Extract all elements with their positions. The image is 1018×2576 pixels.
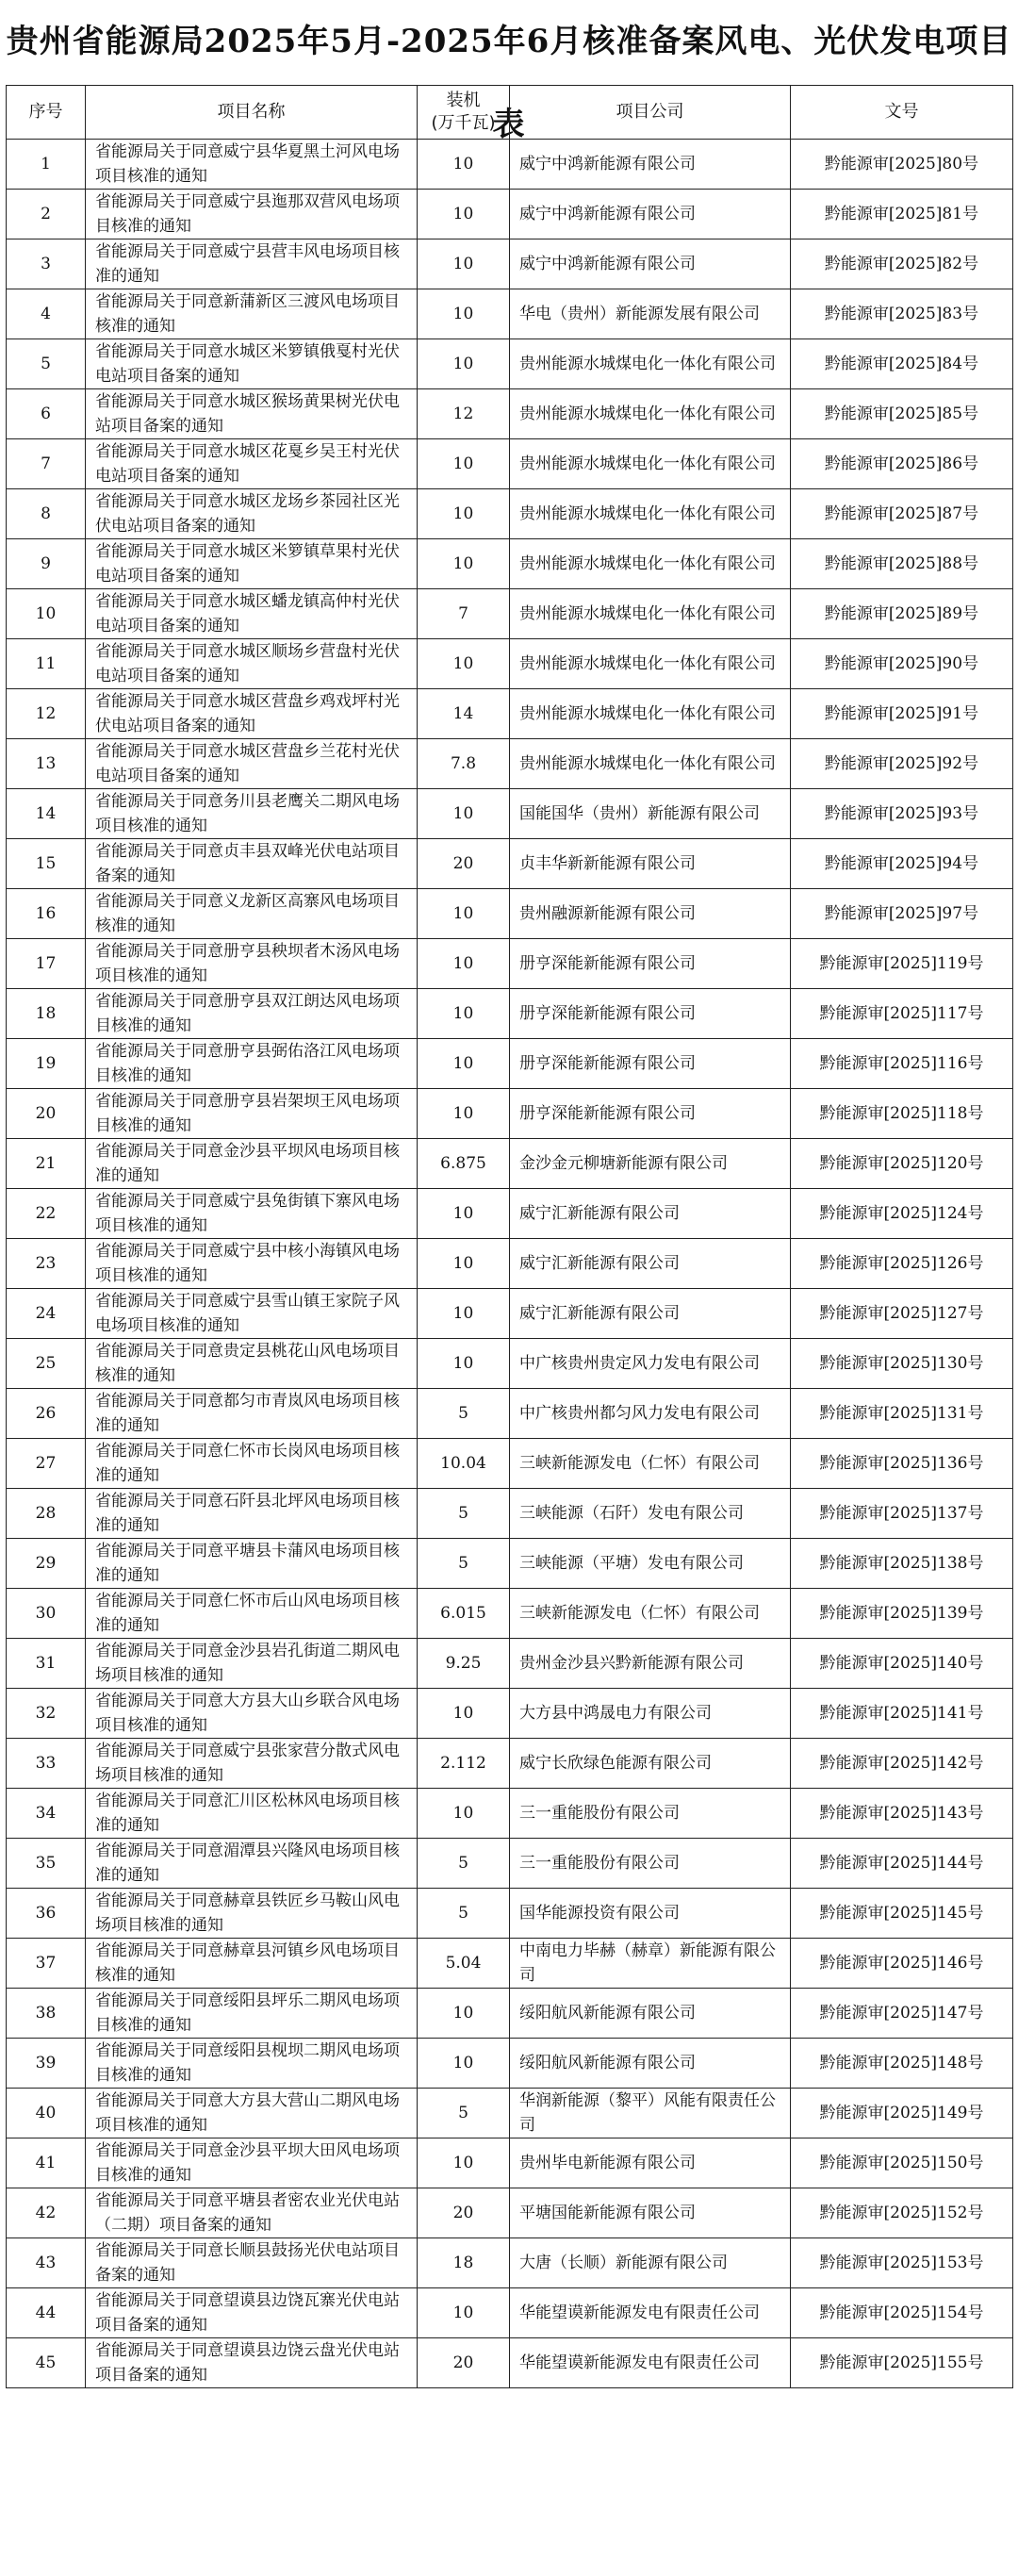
row-company: 中南电力毕赫（赫章）新能源有限公司	[510, 1939, 791, 1989]
row-capacity: 10	[418, 1989, 510, 2039]
row-document-number: 黔能源审[2025]143号	[791, 1789, 1013, 1839]
row-index: 36	[7, 1889, 86, 1939]
row-index: 24	[7, 1289, 86, 1339]
row-capacity: 10	[418, 889, 510, 939]
row-index: 35	[7, 1839, 86, 1889]
row-company: 册亨深能新能源有限公司	[510, 989, 791, 1039]
row-company: 国华能源投资有限公司	[510, 1889, 791, 1939]
row-index: 11	[7, 639, 86, 689]
row-capacity: 9.25	[418, 1639, 510, 1689]
row-index: 33	[7, 1739, 86, 1789]
row-document-number: 黔能源审[2025]87号	[791, 489, 1013, 539]
row-company: 三峡新能源发电（仁怀）有限公司	[510, 1589, 791, 1639]
row-project-name: 省能源局关于同意册亨县秧坝者木汤风电场项目核准的通知	[86, 939, 418, 989]
row-capacity: 5	[418, 1839, 510, 1889]
table-row	[7, 1939, 1013, 1989]
row-index: 28	[7, 1489, 86, 1539]
row-company: 三一重能股份有限公司	[510, 1839, 791, 1889]
row-capacity: 10	[418, 1689, 510, 1739]
table-row	[7, 1239, 1013, 1289]
header-company: 项目公司	[510, 86, 791, 140]
table-row	[7, 939, 1013, 989]
row-company: 威宁长欣绿色能源有限公司	[510, 1739, 791, 1789]
row-document-number: 黔能源审[2025]84号	[791, 339, 1013, 389]
row-index: 18	[7, 989, 86, 1039]
row-document-number: 黔能源审[2025]88号	[791, 539, 1013, 589]
table-row	[7, 389, 1013, 439]
row-project-name: 省能源局关于同意册亨县岩架坝王风电场项目核准的通知	[86, 1089, 418, 1139]
row-company: 绥阳航风新能源有限公司	[510, 1989, 791, 2039]
row-company: 金沙金元柳塘新能源有限公司	[510, 1139, 791, 1189]
row-project-name: 省能源局关于同意水城区米箩镇草果村光伏电站项目备案的通知	[86, 539, 418, 589]
row-project-name: 省能源局关于同意绥阳县坪乐二期风电场项目核准的通知	[86, 1989, 418, 2039]
header-document-number: 文号	[791, 86, 1013, 140]
row-company: 威宁汇新能源有限公司	[510, 1289, 791, 1339]
row-document-number: 黔能源审[2025]145号	[791, 1889, 1013, 1939]
header-capacity: 装机 (万千瓦)	[418, 86, 510, 140]
row-project-name: 省能源局关于同意水城区猴场黄果树光伏电站项目备案的通知	[86, 389, 418, 439]
row-document-number: 黔能源审[2025]139号	[791, 1589, 1013, 1639]
row-document-number: 黔能源审[2025]127号	[791, 1289, 1013, 1339]
row-index: 37	[7, 1939, 86, 1989]
table-row	[7, 1789, 1013, 1839]
row-capacity: 18	[418, 2238, 510, 2288]
row-capacity: 10	[418, 1289, 510, 1339]
row-document-number: 黔能源审[2025]141号	[791, 1689, 1013, 1739]
row-capacity: 10	[418, 2288, 510, 2338]
row-document-number: 黔能源审[2025]86号	[791, 439, 1013, 489]
row-project-name: 省能源局关于同意威宁县兔街镇下寨风电场项目核准的通知	[86, 1189, 418, 1239]
row-capacity: 10	[418, 239, 510, 289]
row-document-number: 黔能源审[2025]85号	[791, 389, 1013, 439]
row-document-number: 黔能源审[2025]89号	[791, 589, 1013, 639]
table-row	[7, 739, 1013, 789]
row-index: 34	[7, 1789, 86, 1839]
row-index: 7	[7, 439, 86, 489]
row-document-number: 黔能源审[2025]130号	[791, 1339, 1013, 1389]
row-document-number: 黔能源审[2025]148号	[791, 2039, 1013, 2089]
row-project-name: 省能源局关于同意金沙县岩孔街道二期风电场项目核准的通知	[86, 1639, 418, 1689]
row-capacity: 5	[418, 1489, 510, 1539]
header-project-name: 项目名称	[86, 86, 418, 140]
table-row	[7, 439, 1013, 489]
table-row	[7, 140, 1013, 190]
row-company: 贞丰华新新能源有限公司	[510, 839, 791, 889]
table-row	[7, 339, 1013, 389]
row-document-number: 黔能源审[2025]83号	[791, 289, 1013, 339]
row-index: 30	[7, 1589, 86, 1639]
row-index: 41	[7, 2138, 86, 2188]
table-row	[7, 1539, 1013, 1589]
table-row	[7, 639, 1013, 689]
row-company: 三峡新能源发电（仁怀）有限公司	[510, 1439, 791, 1489]
table-row	[7, 1139, 1013, 1189]
row-index: 14	[7, 789, 86, 839]
row-project-name: 省能源局关于同意义龙新区高寨风电场项目核准的通知	[86, 889, 418, 939]
row-index: 21	[7, 1139, 86, 1189]
row-project-name: 省能源局关于同意望谟县边饶云盘光伏电站项目备案的通知	[86, 2338, 418, 2388]
row-capacity: 6.875	[418, 1139, 510, 1189]
table-row	[7, 1639, 1013, 1689]
row-capacity: 10	[418, 439, 510, 489]
row-document-number: 黔能源审[2025]116号	[791, 1039, 1013, 1089]
row-company: 华电（贵州）新能源发展有限公司	[510, 289, 791, 339]
table-row	[7, 1589, 1013, 1639]
row-company: 贵州能源水城煤电化一体化有限公司	[510, 339, 791, 389]
row-document-number: 黔能源审[2025]137号	[791, 1489, 1013, 1539]
row-company: 平塘国能新能源有限公司	[510, 2188, 791, 2238]
row-project-name: 省能源局关于同意册亨县双江朗达风电场项目核准的通知	[86, 989, 418, 1039]
page-title: 贵州省能源局2025年5月-2025年6月核准备案风电、光伏发电项目表	[6, 23, 1012, 143]
row-project-name: 省能源局关于同意威宁县营丰风电场项目核准的通知	[86, 239, 418, 289]
row-document-number: 黔能源审[2025]91号	[791, 689, 1013, 739]
row-document-number: 黔能源审[2025]131号	[791, 1389, 1013, 1439]
table-row	[7, 989, 1013, 1039]
table-row	[7, 2238, 1013, 2288]
row-company: 中广核贵州都匀风力发电有限公司	[510, 1389, 791, 1439]
row-company: 国能国华（贵州）新能源有限公司	[510, 789, 791, 839]
row-company: 中广核贵州贵定风力发电有限公司	[510, 1339, 791, 1389]
row-company: 威宁汇新能源有限公司	[510, 1239, 791, 1289]
row-document-number: 黔能源审[2025]92号	[791, 739, 1013, 789]
row-project-name: 省能源局关于同意金沙县平坝风电场项目核准的通知	[86, 1139, 418, 1189]
row-project-name: 省能源局关于同意威宁县中核小海镇风电场项目核准的通知	[86, 1239, 418, 1289]
row-index: 23	[7, 1239, 86, 1289]
row-index: 1	[7, 140, 86, 190]
row-capacity: 20	[418, 2188, 510, 2238]
table-row	[7, 1039, 1013, 1089]
row-capacity: 10	[418, 289, 510, 339]
table-row	[7, 1389, 1013, 1439]
row-document-number: 黔能源审[2025]119号	[791, 939, 1013, 989]
row-company: 威宁汇新能源有限公司	[510, 1189, 791, 1239]
row-project-name: 省能源局关于同意水城区蟠龙镇高仲村光伏电站项目备案的通知	[86, 589, 418, 639]
row-company: 贵州能源水城煤电化一体化有限公司	[510, 439, 791, 489]
row-project-name: 省能源局关于同意望谟县边饶瓦寨光伏电站项目备案的通知	[86, 2288, 418, 2338]
row-index: 20	[7, 1089, 86, 1139]
row-index: 15	[7, 839, 86, 889]
row-project-name: 省能源局关于同意仁怀市后山风电场项目核准的通知	[86, 1589, 418, 1639]
row-project-name: 省能源局关于同意湄潭县兴隆风电场项目核准的通知	[86, 1839, 418, 1889]
row-document-number: 黔能源审[2025]147号	[791, 1989, 1013, 2039]
table-row	[7, 1689, 1013, 1739]
table-row	[7, 789, 1013, 839]
row-company: 威宁中鸿新能源有限公司	[510, 190, 791, 239]
row-capacity: 10	[418, 190, 510, 239]
row-capacity: 5	[418, 1889, 510, 1939]
row-project-name: 省能源局关于同意水城区龙场乡茶园社区光伏电站项目备案的通知	[86, 489, 418, 539]
table-row	[7, 1839, 1013, 1889]
row-capacity: 5.04	[418, 1939, 510, 1989]
table-row	[7, 1289, 1013, 1339]
table-row	[7, 1739, 1013, 1789]
row-index: 39	[7, 2039, 86, 2089]
row-document-number: 黔能源审[2025]126号	[791, 1239, 1013, 1289]
row-project-name: 省能源局关于同意赫章县铁匠乡马鞍山风电场项目核准的通知	[86, 1889, 418, 1939]
row-project-name: 省能源局关于同意水城区米箩镇俄戛村光伏电站项目备案的通知	[86, 339, 418, 389]
row-index: 5	[7, 339, 86, 389]
row-document-number: 黔能源审[2025]82号	[791, 239, 1013, 289]
row-index: 6	[7, 389, 86, 439]
row-project-name: 省能源局关于同意威宁县张家营分散式风电场项目核准的通知	[86, 1739, 418, 1789]
row-capacity: 5	[418, 2089, 510, 2138]
row-capacity: 10	[418, 539, 510, 589]
header-index: 序号	[7, 86, 86, 140]
row-capacity: 10	[418, 1339, 510, 1389]
row-project-name: 省能源局关于同意都匀市青岚风电场项目核准的通知	[86, 1389, 418, 1439]
table-row	[7, 839, 1013, 889]
row-project-name: 省能源局关于同意大方县大营山二期风电场项目核准的通知	[86, 2089, 418, 2138]
table-row	[7, 1439, 1013, 1489]
table-row	[7, 1089, 1013, 1139]
row-document-number: 黔能源审[2025]97号	[791, 889, 1013, 939]
row-capacity: 7.8	[418, 739, 510, 789]
row-project-name: 省能源局关于同意石阡县北坪风电场项目核准的通知	[86, 1489, 418, 1539]
row-company: 贵州金沙县兴黔新能源有限公司	[510, 1639, 791, 1689]
table-row	[7, 1489, 1013, 1539]
row-capacity: 10	[418, 1189, 510, 1239]
row-capacity: 2.112	[418, 1739, 510, 1789]
row-index: 3	[7, 239, 86, 289]
row-company: 贵州能源水城煤电化一体化有限公司	[510, 389, 791, 439]
row-index: 38	[7, 1989, 86, 2039]
row-company: 贵州毕电新能源有限公司	[510, 2138, 791, 2188]
row-project-name: 省能源局关于同意务川县老鹰关二期风电场项目核准的通知	[86, 789, 418, 839]
row-index: 29	[7, 1539, 86, 1589]
row-index: 27	[7, 1439, 86, 1489]
row-company: 三峡能源（石阡）发电有限公司	[510, 1489, 791, 1539]
row-project-name: 省能源局关于同意平塘县卡蒲风电场项目核准的通知	[86, 1539, 418, 1589]
row-company: 贵州能源水城煤电化一体化有限公司	[510, 689, 791, 739]
row-capacity: 10	[418, 939, 510, 989]
row-document-number: 黔能源审[2025]80号	[791, 140, 1013, 190]
row-company: 大唐（长顺）新能源有限公司	[510, 2238, 791, 2288]
row-index: 22	[7, 1189, 86, 1239]
row-capacity: 10	[418, 1239, 510, 1289]
row-index: 13	[7, 739, 86, 789]
row-document-number: 黔能源审[2025]153号	[791, 2238, 1013, 2288]
row-project-name: 省能源局关于同意水城区营盘乡鸡戏坪村光伏电站项目备案的通知	[86, 689, 418, 739]
row-document-number: 黔能源审[2025]140号	[791, 1639, 1013, 1689]
row-company: 册亨深能新能源有限公司	[510, 1089, 791, 1139]
table-row	[7, 1189, 1013, 1239]
row-company: 贵州能源水城煤电化一体化有限公司	[510, 489, 791, 539]
row-capacity: 20	[418, 2338, 510, 2388]
row-company: 三峡能源（平塘）发电有限公司	[510, 1539, 791, 1589]
row-document-number: 黔能源审[2025]149号	[791, 2089, 1013, 2138]
row-project-name: 省能源局关于同意威宁县华夏黑土河风电场项目核准的通知	[86, 140, 418, 190]
row-document-number: 黔能源审[2025]94号	[791, 839, 1013, 889]
row-project-name: 省能源局关于同意仁怀市长岗风电场项目核准的通知	[86, 1439, 418, 1489]
row-document-number: 黔能源审[2025]152号	[791, 2188, 1013, 2238]
row-document-number: 黔能源审[2025]136号	[791, 1439, 1013, 1489]
row-company: 贵州能源水城煤电化一体化有限公司	[510, 589, 791, 639]
row-project-name: 省能源局关于同意新蒲新区三渡风电场项目核准的通知	[86, 289, 418, 339]
row-capacity: 5	[418, 1389, 510, 1439]
table-row	[7, 1989, 1013, 2039]
row-index: 40	[7, 2089, 86, 2138]
table-row	[7, 2338, 1013, 2388]
row-capacity: 10	[418, 339, 510, 389]
row-company: 华能望谟新能源发电有限责任公司	[510, 2288, 791, 2338]
row-company: 三一重能股份有限公司	[510, 1789, 791, 1839]
row-capacity: 7	[418, 589, 510, 639]
row-capacity: 10	[418, 789, 510, 839]
row-capacity: 10	[418, 140, 510, 190]
row-index: 10	[7, 589, 86, 639]
row-index: 42	[7, 2188, 86, 2238]
row-company: 华润新能源（黎平）风能有限责任公司	[510, 2089, 791, 2138]
table-row	[7, 190, 1013, 239]
row-index: 43	[7, 2238, 86, 2288]
row-project-name: 省能源局关于同意长顺县鼓扬光伏电站项目备案的通知	[86, 2238, 418, 2288]
row-company: 贵州能源水城煤电化一体化有限公司	[510, 739, 791, 789]
row-capacity: 10	[418, 2039, 510, 2089]
table-row	[7, 589, 1013, 639]
row-company: 贵州融源新能源有限公司	[510, 889, 791, 939]
row-capacity: 14	[418, 689, 510, 739]
row-capacity: 6.015	[418, 1589, 510, 1639]
row-company: 册亨深能新能源有限公司	[510, 939, 791, 989]
row-index: 12	[7, 689, 86, 739]
table-row	[7, 289, 1013, 339]
row-document-number: 黔能源审[2025]117号	[791, 989, 1013, 1039]
row-project-name: 省能源局关于同意赫章县河镇乡风电场项目核准的通知	[86, 1939, 418, 1989]
row-company: 绥阳航风新能源有限公司	[510, 2039, 791, 2089]
table-row	[7, 2188, 1013, 2238]
row-capacity: 10	[418, 1789, 510, 1839]
row-project-name: 省能源局关于同意贵定县桃花山风电场项目核准的通知	[86, 1339, 418, 1389]
row-project-name: 省能源局关于同意绥阳县枧坝二期风电场项目核准的通知	[86, 2039, 418, 2089]
table-row	[7, 2288, 1013, 2338]
row-index: 9	[7, 539, 86, 589]
row-document-number: 黔能源审[2025]118号	[791, 1089, 1013, 1139]
table-row	[7, 889, 1013, 939]
row-document-number: 黔能源审[2025]146号	[791, 1939, 1013, 1989]
table-row	[7, 489, 1013, 539]
row-index: 17	[7, 939, 86, 989]
row-capacity: 10	[418, 989, 510, 1039]
row-document-number: 黔能源审[2025]90号	[791, 639, 1013, 689]
row-document-number: 黔能源审[2025]154号	[791, 2288, 1013, 2338]
row-capacity: 20	[418, 839, 510, 889]
row-project-name: 省能源局关于同意汇川区松林风电场项目核准的通知	[86, 1789, 418, 1839]
row-capacity: 10	[418, 489, 510, 539]
row-capacity: 10	[418, 2138, 510, 2188]
table-row	[7, 689, 1013, 739]
row-company: 华能望谟新能源发电有限责任公司	[510, 2338, 791, 2388]
table-header-row	[7, 86, 1013, 140]
table-body	[7, 140, 1013, 2388]
row-company: 威宁中鸿新能源有限公司	[510, 140, 791, 190]
row-index: 31	[7, 1639, 86, 1689]
row-project-name: 省能源局关于同意贞丰县双峰光伏电站项目备案的通知	[86, 839, 418, 889]
row-capacity: 10	[418, 1039, 510, 1089]
row-capacity: 12	[418, 389, 510, 439]
row-index: 16	[7, 889, 86, 939]
row-company: 大方县中鸿晟电力有限公司	[510, 1689, 791, 1739]
table-row	[7, 1889, 1013, 1939]
row-project-name: 省能源局关于同意水城区营盘乡兰花村光伏电站项目备案的通知	[86, 739, 418, 789]
row-index: 8	[7, 489, 86, 539]
row-capacity: 5	[418, 1539, 510, 1589]
row-project-name: 省能源局关于同意平塘县者密农业光伏电站（二期）项目备案的通知	[86, 2188, 418, 2238]
row-project-name: 省能源局关于同意册亨县弼佑洛江风电场项目核准的通知	[86, 1039, 418, 1089]
row-index: 32	[7, 1689, 86, 1739]
projects-table	[6, 85, 1013, 2388]
row-capacity: 10	[418, 639, 510, 689]
row-document-number: 黔能源审[2025]155号	[791, 2338, 1013, 2388]
row-document-number: 黔能源审[2025]81号	[791, 190, 1013, 239]
row-document-number: 黔能源审[2025]120号	[791, 1139, 1013, 1189]
row-document-number: 黔能源审[2025]93号	[791, 789, 1013, 839]
table-row	[7, 1339, 1013, 1389]
row-capacity: 10	[418, 1089, 510, 1139]
row-index: 2	[7, 190, 86, 239]
row-project-name: 省能源局关于同意水城区花戛乡吴王村光伏电站项目备案的通知	[86, 439, 418, 489]
row-project-name: 省能源局关于同意水城区顺场乡营盘村光伏电站项目备案的通知	[86, 639, 418, 689]
row-company: 册亨深能新能源有限公司	[510, 1039, 791, 1089]
table-row	[7, 2138, 1013, 2188]
row-index: 19	[7, 1039, 86, 1089]
table-row	[7, 2039, 1013, 2089]
row-project-name: 省能源局关于同意威宁县迤那双营风电场项目核准的通知	[86, 190, 418, 239]
row-index: 44	[7, 2288, 86, 2338]
row-project-name: 省能源局关于同意威宁县雪山镇王家院子风电场项目核准的通知	[86, 1289, 418, 1339]
row-index: 4	[7, 289, 86, 339]
row-index: 26	[7, 1389, 86, 1439]
row-document-number: 黔能源审[2025]142号	[791, 1739, 1013, 1789]
row-document-number: 黔能源审[2025]150号	[791, 2138, 1013, 2188]
table-row	[7, 539, 1013, 589]
row-project-name: 省能源局关于同意金沙县平坝大田风电场项目核准的通知	[86, 2138, 418, 2188]
table-row	[7, 239, 1013, 289]
row-index: 25	[7, 1339, 86, 1389]
row-document-number: 黔能源审[2025]138号	[791, 1539, 1013, 1589]
row-capacity: 10.04	[418, 1439, 510, 1489]
row-index: 45	[7, 2338, 86, 2388]
row-company: 贵州能源水城煤电化一体化有限公司	[510, 539, 791, 589]
row-company: 贵州能源水城煤电化一体化有限公司	[510, 639, 791, 689]
row-company: 威宁中鸿新能源有限公司	[510, 239, 791, 289]
row-document-number: 黔能源审[2025]144号	[791, 1839, 1013, 1889]
table-row	[7, 2089, 1013, 2138]
row-document-number: 黔能源审[2025]124号	[791, 1189, 1013, 1239]
row-project-name: 省能源局关于同意大方县大山乡联合风电场项目核准的通知	[86, 1689, 418, 1739]
